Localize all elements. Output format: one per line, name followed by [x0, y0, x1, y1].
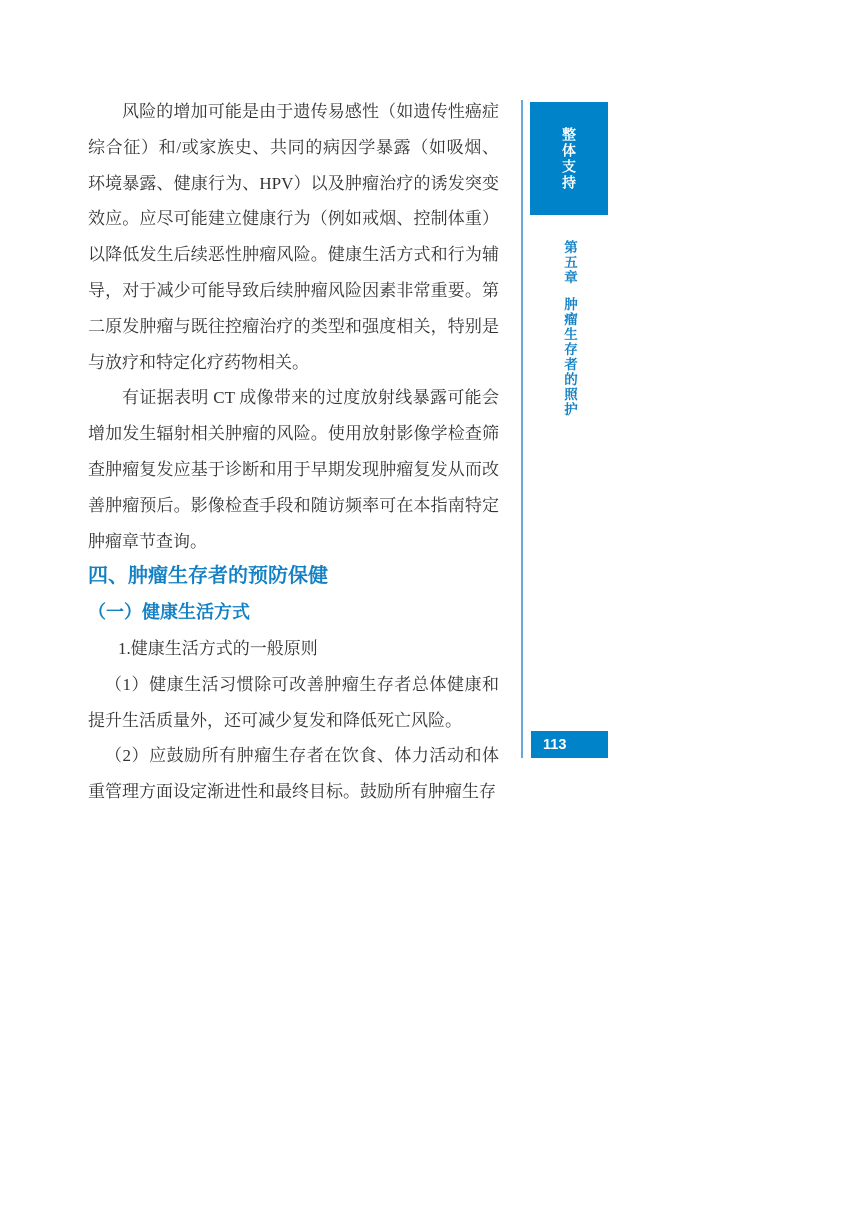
page-number: 113: [543, 736, 567, 753]
section-tab: [530, 102, 608, 215]
chapter-vertical-label: [530, 240, 608, 417]
section-heading: 四、肿瘤生存者的预防保健: [88, 565, 328, 588]
section-tab-label: 整体支持: [561, 126, 577, 191]
subsection-heading: （一）健康生活方式: [88, 602, 250, 623]
chapter-title: 肿瘤生存者的照护: [562, 297, 577, 417]
sidebar-divider-rule: [521, 100, 523, 758]
list-item: （1）健康生活习惯除可改善肿瘤生存者总体健康和提升生活质量外，还可减少复发和降低死亡风险。: [88, 674, 499, 730]
paragraph: 风险的增加可能是由于遗传易感性（如遗传性癌症综合征）和/或家族史、共同的病因学暴露（如吸烟、环境暴露、健康行为、HPV）以及肿瘤治疗的诱发突变效应。应尽可能建立健康行为（例如戒烟、控制体重）以降低发生后续恶性肿瘤风险。健康生活方式和行为辅导，对于减少可能导致后续肿瘤风险因素非常重要。第二原发肿瘤与既往控瘤治疗的类型和强度相关，特别是与放疗和特定化疗药物相关。: [88, 102, 499, 372]
page-number-badge: [531, 731, 608, 758]
body-text-column: [88, 94, 499, 810]
chapter-number: 第五章: [562, 240, 577, 285]
list-item: （2）应鼓励所有肿瘤生存者在饮食、体力活动和体重管理方面设定渐进性和最终目标。鼓励所有肿瘤生存: [88, 746, 499, 802]
paragraph: 有证据表明 CT 成像带来的过度放射线暴露可能会增加发生辐射相关肿瘤的风险。使用放射影像学检查筛查肿瘤复发应基于诊断和用于早期发现肿瘤复发从而改善肿瘤预后。影像检查手段和随访频率可在本指南特定肿瘤章节查询。: [88, 388, 499, 551]
list-item-title: 1.健康生活方式的一般原则: [118, 638, 318, 658]
